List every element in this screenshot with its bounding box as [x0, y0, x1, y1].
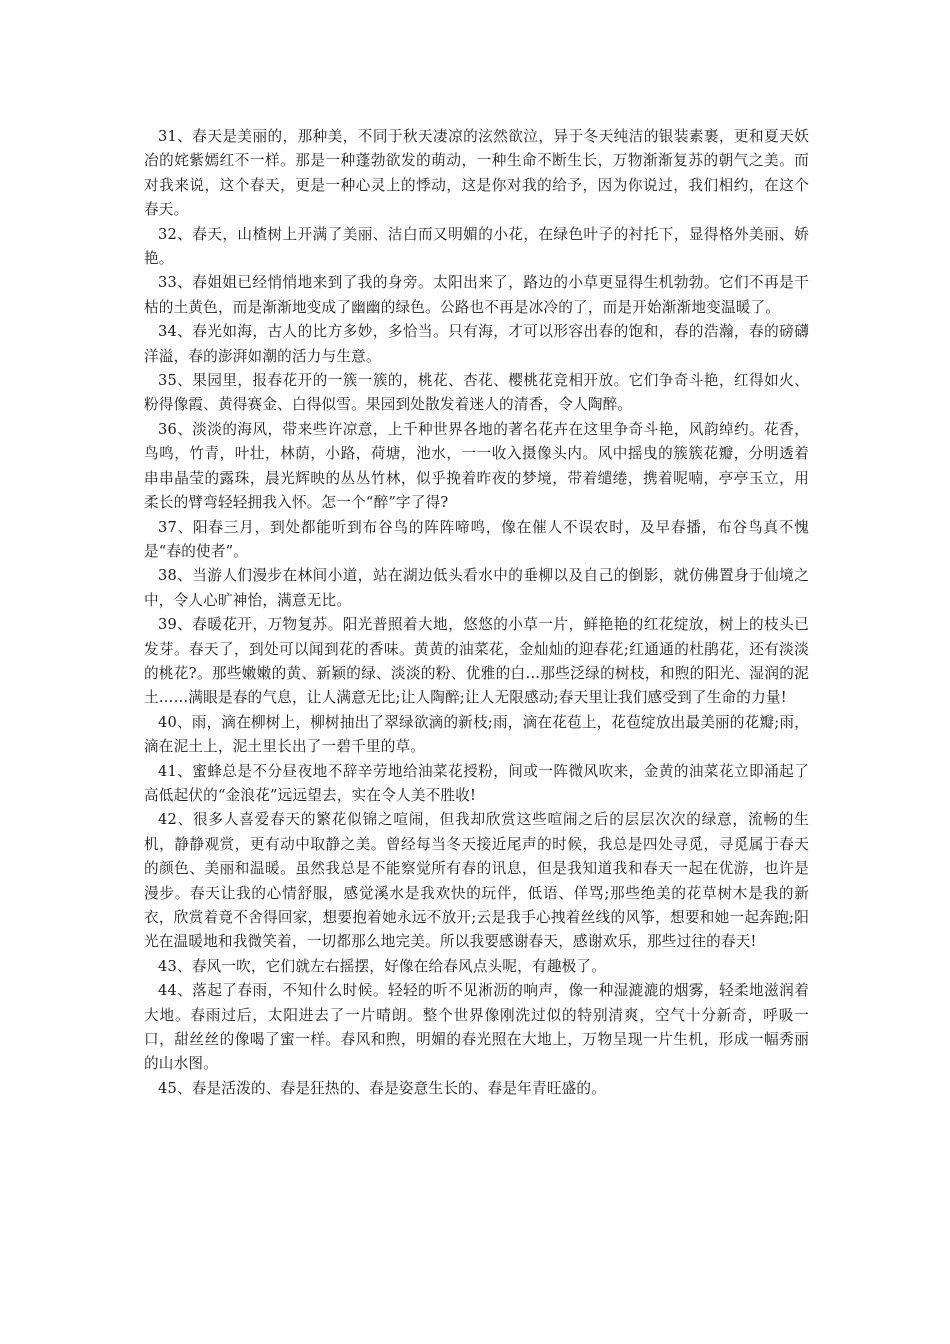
paragraph-32: 32、春天，山楂树上开满了美丽、洁白而又明媚的小花，在绿色叶子的衬托下，显得格外美丽、娇艳。 — [144, 225, 809, 268]
paragraph-37: 37、阳春三月，到处都能听到布谷鸟的阵阵啼鸣，像在催人不误农时，及早春播，布谷鸟真不愧是“春的使者”。 — [144, 518, 809, 560]
paragraph-42: 42、很多人喜爱春天的繁花似锦之喧闹，但我却欣赏这些喧闹之后的层层次次的绿意，流畅的生机，静静观赏，更有动中取静之美。曾经每当冬天接近尾声的时候，我总是四处寻觅，寻觅属于春天的颜色、美丽和温暖。虽然我总是不能察觉所有春的讯息，但是我知道我和春天一起在优游，也许是漫步。春天让我的心情舒服，感觉溪水是我欢快的玩伴，低语、佯骂;那些绝美的花草树木是我的新衣，欣赏着竟不舍得回家，想要抱着她永远不放开;云是我手心拽着丝线的风筝，想要和她一起奔跑;阳光在温暖地和我微笑着，一切都那么地完美。所以我要感谢春天，感谢欢乐，那些过往的春天! — [144, 811, 809, 951]
paragraph-45: 45、春是活泼的、春是狂热的、春是姿意生长的、春是年青旺盛的。 — [158, 1079, 606, 1097]
paragraph-39: 39、春暖花开，万物复苏。阳光普照着大地，悠悠的小草一片，鲜艳艳的红花绽放，树上的枝头已发芽。春天了，到处可以闻到花的香味。黄黄的油菜花，金灿灿的迎春花;红通通的杜鹃花，还有淡淡的桃花?。那些嫩嫩的黄、新颖的绿、淡淡的粉、优雅的白…那些泛绿的树枝，和煦的阳光、湿润的泥土……满眼是春的气息，让人满意无比;让人陶醉;让人无限感动;春天里让我们感受到了生命的力量! — [144, 616, 809, 707]
paragraph-44: 44、落起了春雨，不知什么时候。轻轻的听不见淅沥的响声，像一种湿漉漉的烟雾，轻柔地滋润着大地。春雨过后，太阳进去了一片晴朗。整个世界像刚洗过似的特别清爽，空气十分新奇，呼吸一口，甜丝丝的像喝了蜜一样。春风和煦，明媚的春光照在大地上，万物呈现一片生机，形成一幅秀丽的山水图。 — [144, 982, 809, 1073]
paragraph-31: 31、春天是美丽的，那种美，不同于秋天凄凉的泫然欲泣，异于冬天纯洁的银装素裹，更和夏天妖冶的姹紫嫣红不一样。那是一种蓬勃欲发的萌动，一种生命不断生长，万物渐渐复苏的朝气之美。而对我来说，这个春天，更是一种心灵上的悸动，这是你对我的给予，因为你说过，我们相约，在这个春天。 — [144, 128, 809, 219]
paragraph-43: 43、春风一吹，它们就左右摇摆，好像在给春风点头呢，有趣极了。 — [158, 957, 606, 975]
paragraph-35: 35、果园里，报春花开的一簇一簇的，桃花、杏花、樱桃花竞相开放。它们争奇斗艳，红得如火、粉得像霞、黄得赛金、白得似雪。果园到处散发着迷人的清香，令人陶醉。 — [144, 372, 809, 414]
paragraph-40: 40、雨，滴在柳树上，柳树抽出了翠绿欲滴的新枝;雨，滴在花苞上，花苞绽放出最美丽的花瓣;雨，滴在泥土上，泥土里长出了一碧千里的草。 — [144, 713, 809, 756]
paragraph-38: 38、当游人们漫步在林间小道，站在湖边低头看水中的垂柳以及自己的倒影，就仿佛置身于仙境之中，令人心旷神怡，满意无比。 — [144, 567, 809, 609]
document-page — [144, 125, 809, 1101]
paragraph-41: 41、蜜蜂总是不分昼夜地不辞辛劳地给油菜花授粉，间或一阵微风吹来，金黄的油菜花立即涌起了高低起伏的“金浪花”远远望去，实在令人美不胜收! — [144, 762, 809, 804]
paragraph-36: 36、淡淡的海风，带来些许凉意，上千种世界各地的著名花卉在这里争奇斗艳，风韵绰约。花香，鸟鸣，竹青，叶壮，林荫，小路，荷塘，池水，一一收入摄像头内。风中摇曳的簇簇花瓣，分明透着串串晶莹的露珠，晨光辉映的丛丛竹林，似乎挽着昨夜的梦境，带着缱绻，携着呢喃，亭亭玉立，用柔长的臂弯轻轻拥我入怀。怎一个“醉”字了得? — [144, 420, 809, 512]
paragraph-34: 34、春光如海，古人的比方多妙，多恰当。只有海，才可以形容出春的饱和，春的浩瀚，春的磅礴洋溢，春的澎湃如潮的活力与生意。 — [144, 323, 809, 365]
paragraph-33: 33、春姐姐已经悄悄地来到了我的身旁。太阳出来了，路边的小草更显得生机勃勃。它们不再是干枯的土黄色，而是渐渐地变成了幽幽的绿色。公路也不再是冰冷的了，而是开始渐渐地变温暖了。 — [144, 274, 809, 316]
